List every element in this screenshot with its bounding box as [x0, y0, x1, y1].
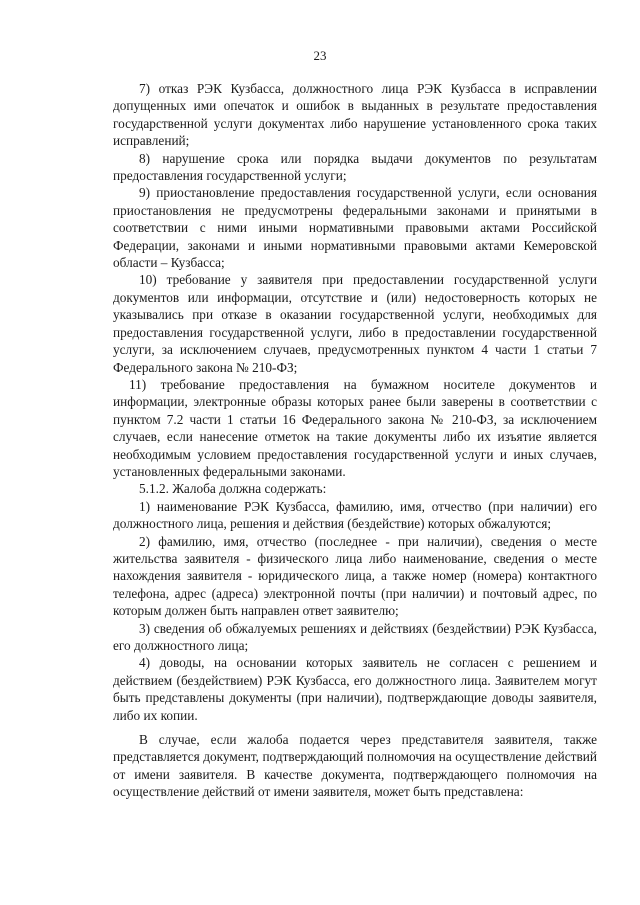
- complaint-content-item-2: 2) фамилию, имя, отчество (последнее - при наличии), сведения о месте жительства заявителя - физического лица либо наименование, сведения о месте нахождения заявителя - юридического лица, а также номер (номера) контактного телефона, адрес (адреса) электронной почты (при наличии) и почтовый адрес, по которым должен быть направлен ответ заявителю;: [113, 533, 597, 619]
- paragraph-item-11: 11) требование предоставления на бумажном носителе документов и информации, электронные образы которых ранее были заверены в соответствии с пунктом 7.2 части 1 статьи 16 Федерального закона № 210-ФЗ, за исключением случаев, если нанесение отметок на такие документы либо их изъятие является необходимым условием предоставления государственной услуги и иных случаев, установленных федеральными законами.: [113, 376, 597, 479]
- section-heading-5-1-2: 5.1.2. Жалоба должна содержать:: [139, 481, 327, 497]
- page-number: 23: [313, 48, 327, 63]
- representative-paragraph: В случае, если жалоба подается через представителя заявителя, также представляется документ, подтверждающий полномочия на осуществление действий от имени заявителя. В качестве документа, подтверждающего полномочия на осуществление действий от имени заявителя, может быть представлена:: [113, 732, 597, 800]
- paragraph-item-7: 7) отказ РЭК Кузбасса, должностного лица РЭК Кузбасса в исправлении допущенных ими опечаток и ошибок в выданных в результате предоставления государственной услуги документах либо нарушение установленного срока таких исправлений;: [113, 81, 597, 149]
- paragraph-item-8: 8) нарушение срока или порядка выдачи документов по результатам предоставления государственной услуги;: [113, 150, 597, 184]
- complaint-content-item-1: 1) наименование РЭК Кузбасса, фамилию, имя, отчество (при наличии) его должностного лица, решения и действия (бездействие) которых обжалуются;: [113, 498, 597, 532]
- complaint-content-item-3: 3) сведения об обжалуемых решениях и действиях (бездействии) РЭК Кузбасса, его должностного лица;: [113, 620, 597, 653]
- complaint-content-item-4: 4) доводы, на основании которых заявитель не согласен с решением и действием (бездействием) РЭК Кузбасса, его должностного лица. Заявителем могут быть представлены документы (при наличии), подтверждающие доводы заявителя, либо их копии.: [113, 655, 597, 723]
- paragraph-item-9: 9) приостановление предоставления государственной услуги, если основания приостановления не предусмотрены федеральными законами и принятыми в соответствии с ними иными нормативными правовыми актами Российской Федерации, законами и иными нормативными правовыми актами Кемеровской области – Кузбасса;: [113, 185, 597, 271]
- document-body: [113, 80, 597, 801]
- paragraph-item-10: 10) требование у заявителя при предоставлении государственной услуги документов или информации, отсутствие и (или) недостоверность которых не указывались при отказе в оказании государственной услуги, необходимых для предоставления государственной услуги, либо в предоставлении государственной услуги, за исключением случаев, предусмотренных пунктом 4 части 1 статьи 7 Федерального закона № 210-ФЗ;: [113, 272, 597, 375]
